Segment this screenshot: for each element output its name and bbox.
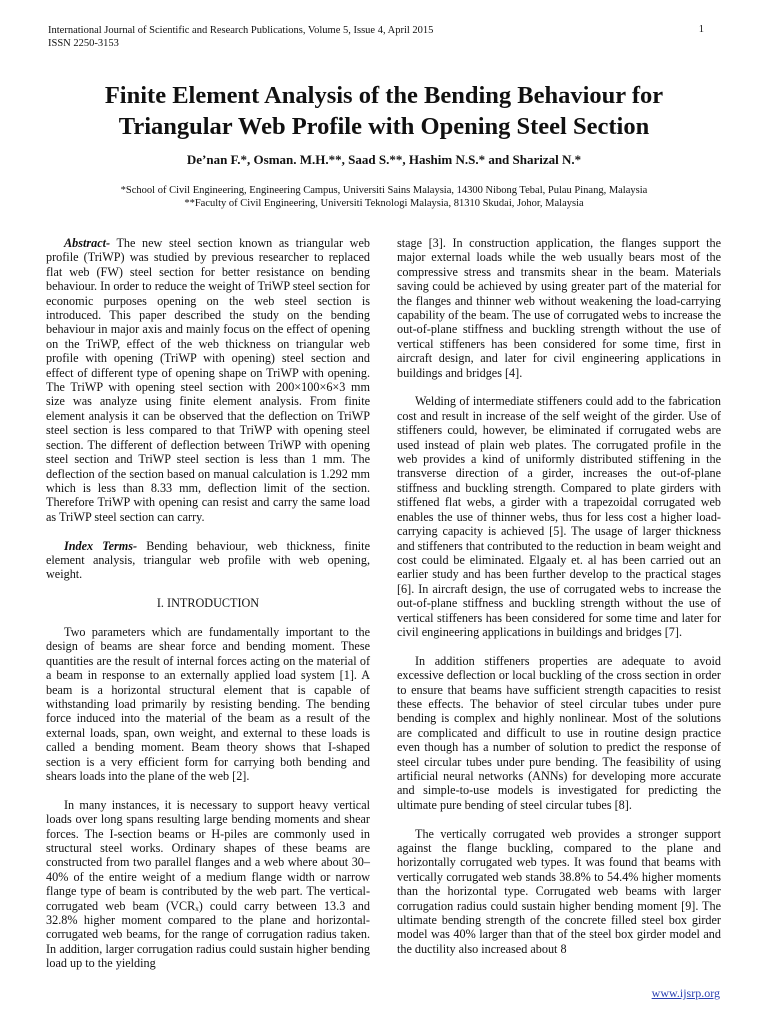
title-line-1: Finite Element Analysis of the Bending Behaviour for — [104, 82, 664, 109]
journal-citation: International Journal of Scientific and Research Publications, Volume 5, Issue 4, April 2015 — [48, 25, 434, 36]
affiliations — [30, 184, 738, 210]
paragraph-continuation: stage [3]. In construction application, the flanges support the major external loads while the web usually bears most of the compressive stress and transmits shear in the beam. Materials saving could be achieved by using greater part of the material for the flanges and thinner web without weakening the load-carrying capability of the beam. The use of corrugated webs to increase the out-of-plane stiffness and buckling strength without the use of vertical stiffeners has been considered for some time, first in aircraft design, and later for civil engineering applications in buildings and bridges [4]. — [397, 236, 721, 380]
affiliation-2: **Faculty of Civil Engineering, Universiti Teknologi Malaysia, 81310 Skudai, Johor, Malaysia — [184, 198, 584, 209]
paragraph: The vertically corrugated web provides a stronger support against the flange buckling, compared to the plane and horizontally corrugated web types. It was found that beams with vertically corrugated web stands 38.8% to 54.4% higher moments than the horizontal type. Corrugated web beams with larger corrugation radius could sustain higher bending moment [9]. The ultimate bending strength of the concrete filled steel box girder model was 40% larger than that of the steel box girder model and the ductility also increased about 8 — [397, 826, 721, 956]
paragraph: In addition stiffeners properties are adequate to avoid excessive deflection or local buckling of the cross section in order to ensure that beams have sufficient strength capacities to resist these effects. The behavior of steel circular tubes under pure bending is complex and highly nonlinear. Most of the solutions are complicated and difficult to use in routine design practice even though has a number of solution to predict the response of steel circular tubes under pure bending. The feasibility of using artificial neural networks (ANNs) for developing more accurate and simple-to-use models is investigated for predicting the ultimate pure bending of steel circular tubes [8]. — [397, 653, 721, 812]
index-terms-text: Bending behaviour, web thickness, finite element analysis, triangular web profile with web opening, weight. — [46, 538, 370, 582]
right-column — [397, 236, 721, 971]
paragraph: Two parameters which are fundamentally important to the design of beams are shear force and bending moment. These quantities are the result of internal forces acting on the material of a beam in response to an externally applied load system [1]. A beam is a horizontal structural element that is capable of withstanding load primarily by resisting bending. The bending force induced into the material of the beam as a result of the external loads, span, own weight, and external to these loads is called a bending moment. Beam theory shows that I-shaped section is a very efficient form for carrying both bending and shears loads into the plane of the web [2]. — [46, 624, 370, 783]
abstract-label: Abstract- — [64, 236, 111, 250]
index-terms — [46, 539, 370, 582]
title-line-2: Triangular Web Profile with Opening Steel Section — [118, 113, 650, 140]
index-terms-label: Index Terms- — [64, 538, 138, 553]
left-column — [46, 236, 370, 985]
issn: ISSN 2250-3153 — [48, 38, 119, 49]
paragraph: In many instances, it is necessary to support heavy vertical loads over long spans resulting large bending moments and shear forces. The I-section beams or H-piles are commonly used in structural steel works. Ordinary shapes of these beams are constructed from two parallel flanges and a web where about 30–40% of the entire weight of a medium flange width or narrow flange type of beam is contributed by the web part. The vertical-corrugated web beam (VCRₓ) could carry between 13.3 and 32.8% higher moment compared to the plane and horizontal-corrugated web beams, for the range of corrugation radius taken. In addition, larger corrugation radius could sustain higher bending load up to the yielding — [46, 797, 370, 971]
section-heading-introduction: I. INTRODUCTION — [156, 596, 260, 611]
abstract-text: The new steel section known as triangular web profile (TriWP) was studied by previous researcher to replaced flat web (FW) steel section for better resistance on bending behaviour. In order to reduce the weight of TriWP steel section for economic purposes opening on the web steel section is introduced. This paper described the study on the bending behaviour in major axis and mainly focus on the effect of opening on the TriWP, effect of the web thickness on triangular web profile with opening (TriWP with opening) steel section and effect of different type of opening shape on TriWP with opening. The TriWP with opening steel section with 200×100×6×3 mm size was analyze using finite element analysis. From finite element analysis it can be observed that the deflection on TriWP steel section is less compared to that TriWP with opening steel section. The different of deflection between TriWP with opening steel section and TriWP steel section is less than 1 mm. The deflection of the section based on manual calculation is 1.292 mm which is less than 8.33 mm, deflection limit of the section. Therefore TriWP with opening can resist and carry the same load as TriWP steel section can carry. — [46, 236, 370, 524]
page-number: 1 — [698, 24, 704, 35]
authors: De’nan F.*, Osman. M.H.**, Saad S.**, Hashim N.S.* and Sharizal N.* — [186, 152, 582, 167]
journal-website-link[interactable]: www.ijsrp.org — [651, 986, 720, 1000]
paragraph: Welding of intermediate stiffeners could add to the fabrication cost and result in increase of the self weight of the girder. Use of stiffeners could, however, be eliminated if corrugated webs are used instead of plain web plates. The corrugated profile in the web provides a kind of uniformly distributed stiffening in the transverse direction of a girder, increases the out-of-plane stiffness and buckling strength. Compared to plate girders with stiffened flat webs, a girder with a trapezoidal corrugated web enables the use of thinner webs, thus for less cost a higher load-carrying capacity is achieved [5]. The usage of larger thickness and stiffeners that contributed to the reduction in beam weight and cost could be eliminated. Elgaaly et. al has been carried out an earlier study and has been further develop to the practical stages [6]. In aircraft design, the use of corrugated webs to increase the out-of-plane stiffness and buckling strength without the use of vertical stiffeners has been considered for some time and later for civil engineering applications in buildings and bridges [7]. — [397, 394, 722, 639]
paper-title — [30, 80, 738, 142]
journal-header — [48, 24, 433, 50]
affiliation-1: *School of Civil Engineering, Engineering Campus, Universiti Sains Malaysia, 14300 Nibong Tebal, Pulau Pinang, Malaysia — [120, 185, 648, 196]
abstract — [46, 236, 370, 524]
